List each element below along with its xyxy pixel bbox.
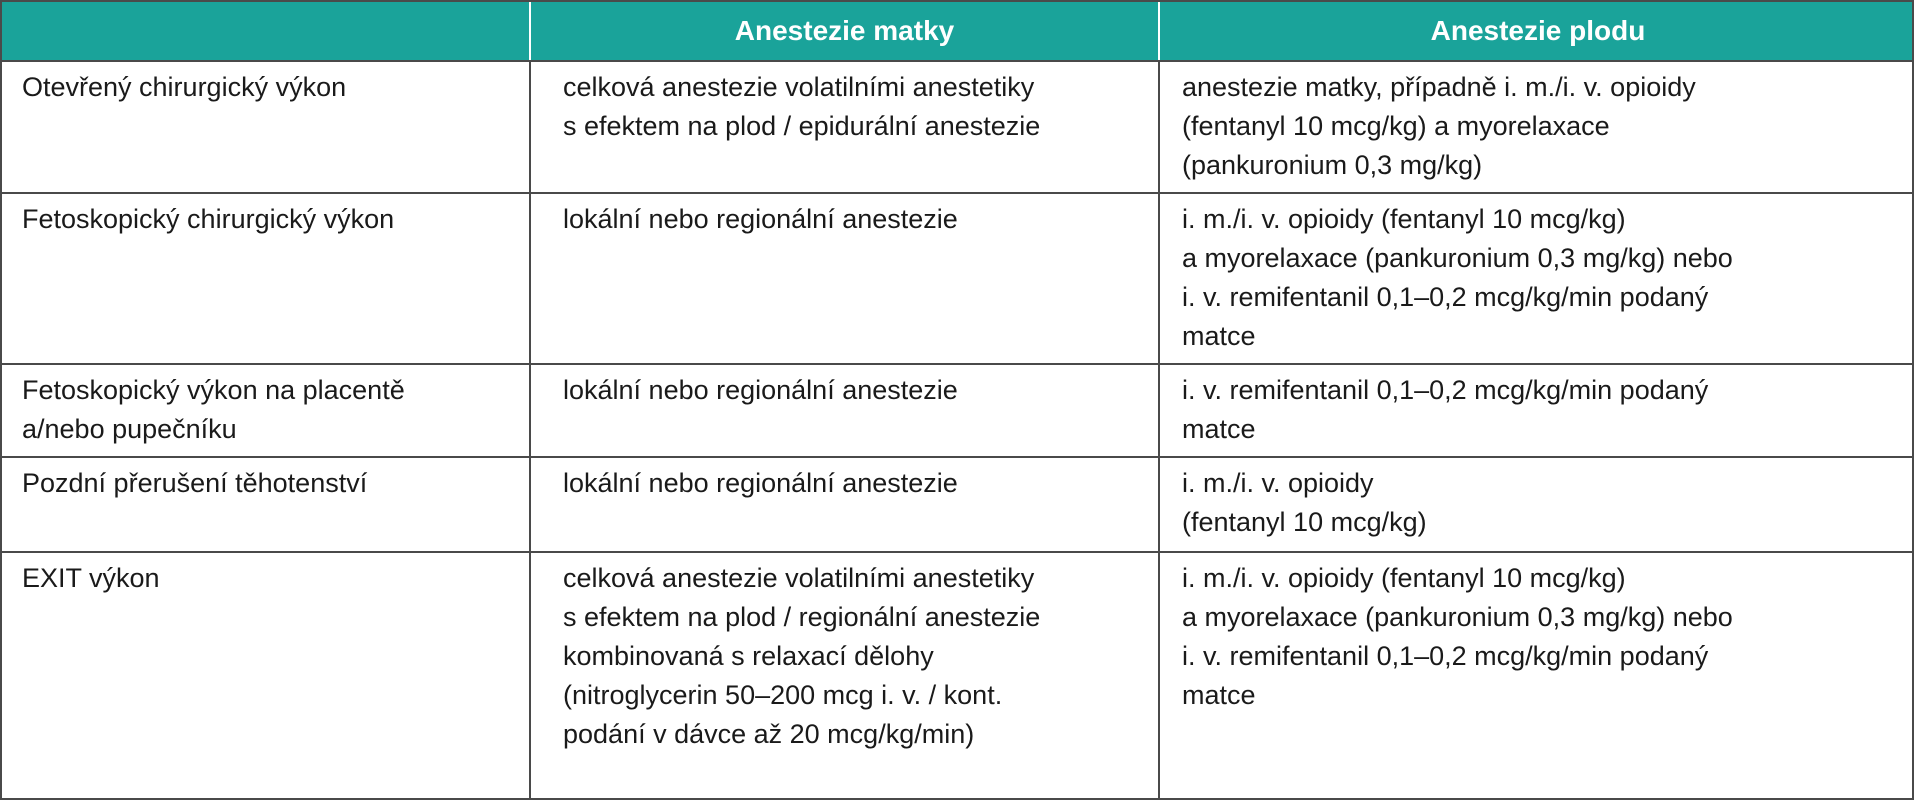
maternal-cell (530, 457, 1159, 552)
maternal-text: lokální nebo regionální anestezie (563, 374, 958, 405)
fetal-text: i. m./i. v. opioidy (fentanyl 10 mcg/kg) a myorelaxace (pankuronium 0,3 mg/kg) nebo i. v. remifentanil 0,1–0,2 mcg/kg/min podaný matce (1182, 562, 1733, 710)
table-row (2, 364, 1914, 458)
fetal-cell (1159, 364, 1914, 458)
fetal-cell (1159, 193, 1914, 364)
anesthesia-table (2, 2, 1914, 798)
fetal-text: i. m./i. v. opioidy (fentanyl 10 mcg/kg) (1182, 468, 1427, 538)
table-row (2, 457, 1914, 552)
maternal-text: celková anestezie volatilními anestetiky s efektem na plod / regionální anestezie kombinovaná s relaxací dělohy (nitroglycerin 50–200 mcg i. v. / kont. podání v dávce až 20 mcg/kg/min) (563, 562, 1041, 749)
maternal-text: celková anestezie volatilními anestetiky s efektem na plod / epidurální anestezie (563, 72, 1041, 141)
fetal-text: i. v. remifentanil 0,1–0,2 mcg/kg/min podaný matce (1182, 374, 1709, 444)
header-row (2, 2, 1914, 61)
procedure-cell (2, 193, 530, 364)
table-row (2, 552, 1914, 798)
header-maternal-anesthesia: Anestezie matky (530, 2, 1159, 61)
maternal-text: lokální nebo regionální anestezie (563, 203, 958, 234)
table-body (2, 61, 1914, 798)
maternal-cell (530, 364, 1159, 458)
procedure-cell (2, 364, 530, 458)
fetal-text: i. m./i. v. opioidy (fentanyl 10 mcg/kg) a myorelaxace (pankuronium 0,3 mg/kg) nebo i. v. remifentanil 0,1–0,2 mcg/kg/min podaný matce (1182, 203, 1733, 351)
procedure-text: Otevřený chirurgický výkon (22, 72, 347, 102)
header-fetal-anesthesia: Anestezie plodu (1159, 2, 1914, 61)
procedure-text: Pozdní přerušení těhotenství (22, 468, 368, 499)
procedure-cell (2, 61, 530, 193)
fetal-cell (1159, 61, 1914, 193)
maternal-text: lokální nebo regionální anestezie (563, 468, 958, 499)
table-header (2, 2, 1914, 61)
fetal-text: anestezie matky, případně i. m./i. v. opioidy (fentanyl 10 mcg/kg) a myorelaxace (pankuronium 0,3 mg/kg) (1182, 72, 1696, 180)
procedure-cell (2, 552, 530, 798)
maternal-cell (530, 61, 1159, 193)
maternal-cell (530, 552, 1159, 798)
maternal-cell (530, 193, 1159, 364)
fetal-cell (1159, 457, 1914, 552)
procedure-text: Fetoskopický výkon na placentě a/nebo pupečníku (22, 374, 405, 444)
table-row (2, 193, 1914, 364)
procedure-text: Fetoskopický chirurgický výkon (22, 203, 395, 234)
procedure-cell (2, 457, 530, 552)
header-procedure (2, 2, 530, 61)
fetal-cell (1159, 552, 1914, 798)
table-row (2, 61, 1914, 193)
procedure-text: EXIT výkon (22, 562, 160, 593)
